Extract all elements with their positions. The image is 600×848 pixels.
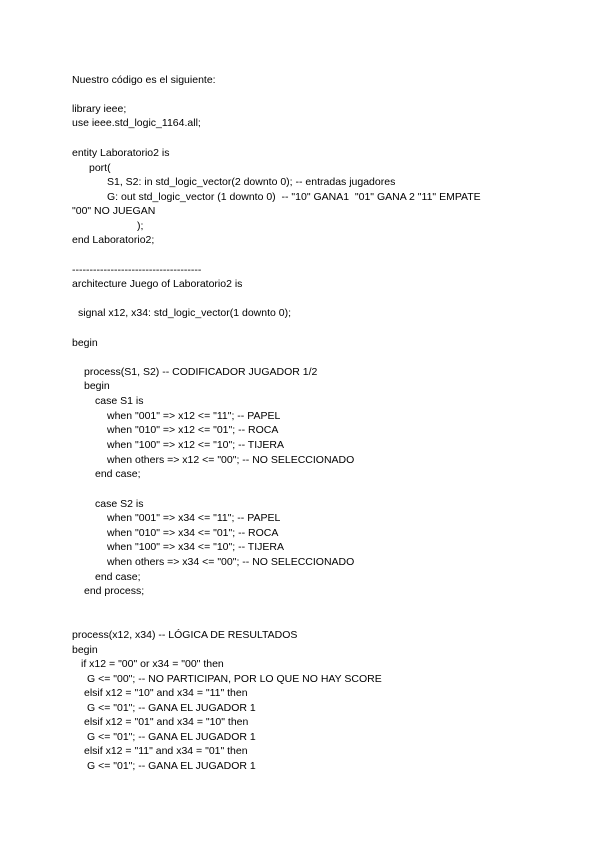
code-line: when "010" => x34 <= "01"; -- ROCA <box>107 527 279 539</box>
code-line: signal x12, x34: std_logic_vector(1 downto 0); <box>78 307 292 319</box>
code-line: S1, S2: in std_logic_vector(2 downto 0); -- entradas jugadores <box>107 176 396 188</box>
code-line: ); <box>137 220 144 232</box>
code-line: end Laboratorio2; <box>72 234 155 246</box>
code-line: elsif x12 = "10" and x34 = "11" then <box>84 687 248 699</box>
code-line: end case; <box>95 468 141 480</box>
code-line: when "010" => x12 <= "01"; -- ROCA <box>107 424 279 436</box>
code-line: begin <box>72 644 98 656</box>
code-line: G <= "01"; -- GANA EL JUGADOR 1 <box>87 702 256 714</box>
code-line: when others => x34 <= "00"; -- NO SELECCIONADO <box>107 556 355 568</box>
code-line: G <= "01"; -- GANA EL JUGADOR 1 <box>87 731 256 743</box>
code-line: architecture Juego of Laboratorio2 is <box>72 278 243 290</box>
code-line: begin <box>84 380 110 392</box>
separator-line: ------------------------------------- <box>72 264 202 276</box>
code-line: G <= "01"; -- GANA EL JUGADOR 1 <box>87 760 256 772</box>
code-line: process(S1, S2) -- CODIFICADOR JUGADOR 1/2 <box>84 366 318 378</box>
code-line: end case; <box>95 571 141 583</box>
code-line: when others => x12 <= "00"; -- NO SELECCIONADO <box>107 454 355 466</box>
code-line: G: out std_logic_vector (1 downto 0) -- "10" GANA1 "01" GANA 2 "11" EMPATE <box>107 191 481 203</box>
code-line: when "001" => x34 <= "11"; -- PAPEL <box>107 512 281 524</box>
code-line: begin <box>72 337 98 349</box>
code-line: when "100" => x34 <= "10"; -- TIJERA <box>107 541 284 553</box>
code-line: if x12 = "00" or x34 = "00" then <box>81 658 224 670</box>
code-line: library ieee; <box>72 103 127 115</box>
code-line: use ieee.std_logic_1164.all; <box>72 117 201 129</box>
code-line: end process; <box>84 585 145 597</box>
code-line: elsif x12 = "01" and x34 = "10" then <box>84 716 249 728</box>
code-line: "00" NO JUEGAN <box>72 205 156 217</box>
code-line: case S1 is <box>95 395 144 407</box>
code-line: G <= "00"; -- NO PARTICIPAN, POR LO QUE NO HAY SCORE <box>87 673 382 685</box>
code-line: when "001" => x12 <= "11"; -- PAPEL <box>107 410 281 422</box>
code-line: elsif x12 = "11" and x34 = "01" then <box>84 745 248 757</box>
code-line: port( <box>89 162 111 174</box>
intro-text: Nuestro código es el siguiente: <box>72 74 216 86</box>
code-line: process(x12, x34) -- LÓGICA DE RESULTADOS <box>72 629 298 641</box>
code-line: case S2 is <box>95 498 144 510</box>
code-line: when "100" => x12 <= "10"; -- TIJERA <box>107 439 284 451</box>
code-line: entity Laboratorio2 is <box>72 147 170 159</box>
